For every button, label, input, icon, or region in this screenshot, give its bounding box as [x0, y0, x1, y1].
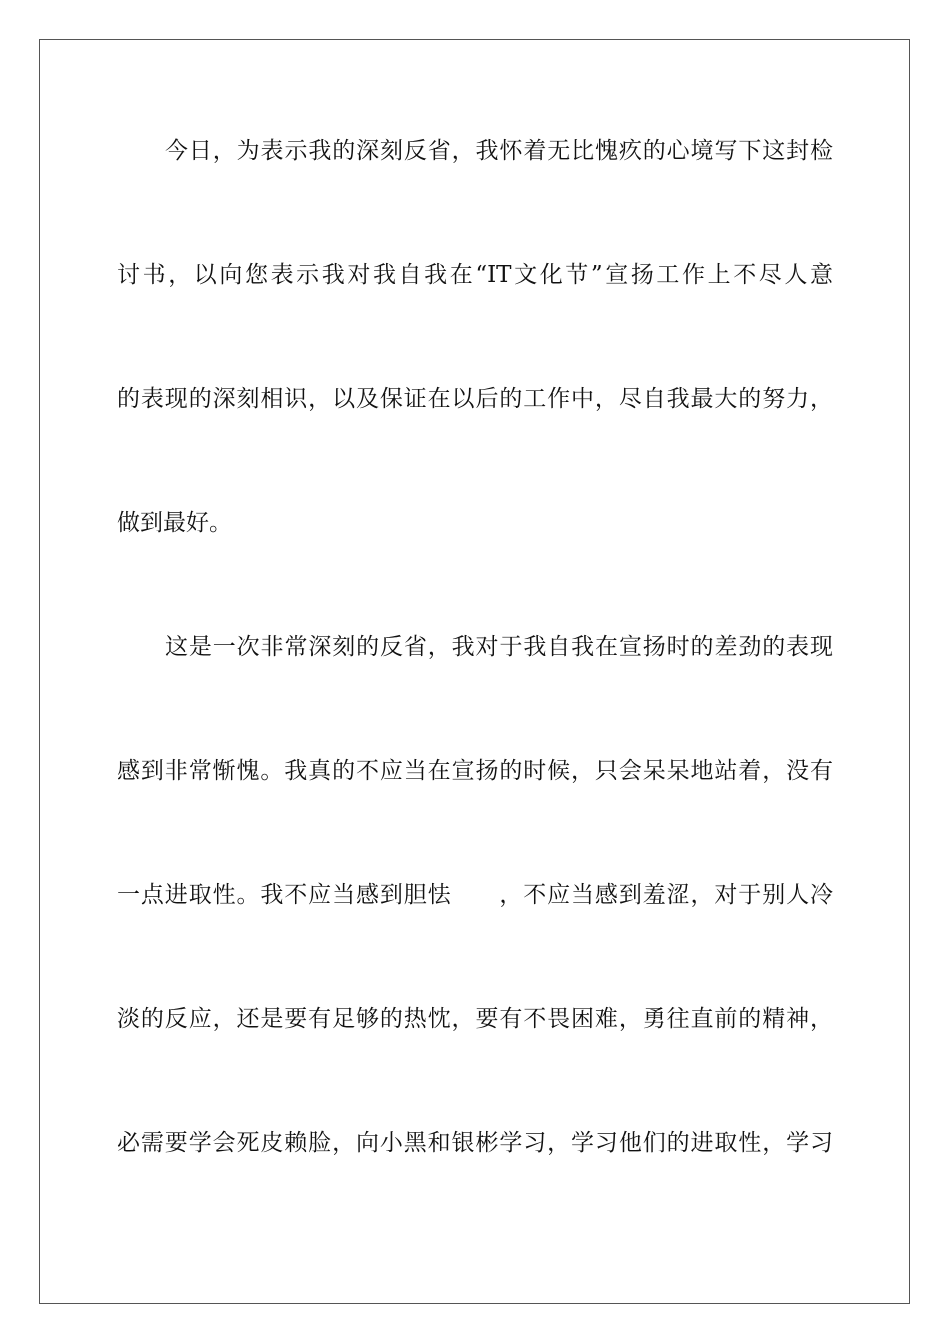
paragraph-line: 必需要学会死皮赖脸，向小黑和银彬学习，学习他们的进取性，学习 — [117, 1130, 833, 1156]
paragraph-line: 今日，为表示我的深刻反省，我怀着无比愧疚的心境写下这封检 — [165, 138, 833, 164]
paragraph-line: 的表现的深刻相识，以及保证在以后的工作中，尽自我最大的努力， — [117, 386, 833, 412]
paragraph-line: 做到最好。 — [117, 510, 232, 536]
paragraph-line: 淡的反应，还是要有足够的热忱，要有不畏困难，勇往直前的精神， — [117, 1006, 833, 1032]
paragraph-line: 这是一次非常深刻的反省，我对于我自我在宣扬时的差劲的表现 — [165, 634, 833, 660]
paragraph-line: 一点进取性。我不应当感到胆怯 ，不应当感到羞涩，对于别人冷 — [117, 882, 833, 908]
page-border — [39, 39, 910, 1304]
paragraph-line: 感到非常惭愧。我真的不应当在宣扬的时候，只会呆呆地站着，没有 — [117, 758, 833, 784]
paragraph-line: 讨书，以向您表示我对我自我在“IT文化节”宣扬工作上不尽人意 — [117, 262, 833, 288]
